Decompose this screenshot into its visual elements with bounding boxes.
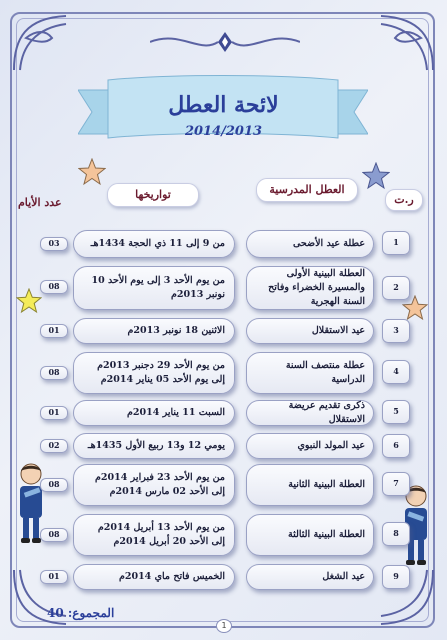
corner-ornament-top-left-icon <box>6 8 76 78</box>
day-count: 08 <box>40 528 68 542</box>
holiday-name: عيد الشغل <box>246 564 374 590</box>
day-count: 08 <box>40 280 68 294</box>
corner-ornament-top-right-icon <box>371 8 441 78</box>
top-ornament-icon <box>150 26 300 60</box>
star-blue-icon <box>362 162 390 190</box>
star-yellow-icon <box>16 288 42 314</box>
page-title: لائحة العطل <box>168 92 279 118</box>
row-number: 5 <box>382 400 410 424</box>
total-days: المجموع: 40 <box>47 606 115 620</box>
header-days: عدد الأيام <box>18 196 62 209</box>
holiday-name: ذكرى تقديم عريضة الاستقلال <box>246 400 374 426</box>
day-count: 02 <box>40 439 68 453</box>
day-count: 01 <box>40 570 68 584</box>
day-count: 01 <box>40 324 68 338</box>
row-number: 7 <box>382 472 410 496</box>
header-holidays: العطل المدرسية <box>256 178 358 202</box>
holiday-date: السبت 11 يناير 2014م <box>73 400 235 426</box>
row-number: 8 <box>382 522 410 546</box>
holiday-name: عطلة منتصف السنة الدراسية <box>246 352 374 394</box>
holiday-name: عيد الاستقلال <box>246 318 374 344</box>
holiday-date: الاثنين 18 نونبر 2013م <box>73 318 235 344</box>
row-number: 6 <box>382 434 410 458</box>
holiday-name: العطلة البينية الثالثة <box>246 514 374 556</box>
holiday-name: عطلة عيد الأضحى <box>246 230 374 258</box>
holiday-date: من يوم الأحد 13 أبريل 2014م إلى الأحد 20 أبريل 2014م <box>73 514 235 556</box>
holiday-date: من يوم الأحد 23 فبراير 2014م إلى الأحد 02 مارس 2014م <box>73 464 235 506</box>
row-number: 1 <box>382 231 410 255</box>
row-number: 3 <box>382 319 410 343</box>
header-rank: ر.ت <box>385 189 423 211</box>
holiday-name: العطلة البينية الثانية <box>246 464 374 506</box>
day-count: 03 <box>40 237 68 251</box>
row-number: 4 <box>382 360 410 384</box>
holiday-date: من 9 إلى 11 ذي الحجة 1434هـ <box>73 230 235 258</box>
day-count: 08 <box>40 478 68 492</box>
star-orange-icon <box>78 158 106 186</box>
row-number: 9 <box>382 565 410 589</box>
day-count: 08 <box>40 366 68 380</box>
row-number: 2 <box>382 276 410 300</box>
holiday-date: الخميس فاتح ماي 2014م <box>73 564 235 590</box>
header-dates: تواريخها <box>107 183 199 207</box>
holiday-name: العطلة البينية الأولى والمسيرة الخضراء وفاتح السنة الهجرية <box>246 266 374 310</box>
day-count: 01 <box>40 406 68 420</box>
holiday-name: عيد المولد النبوي <box>246 433 374 459</box>
holiday-date: من يوم الأحد 29 دجنبر 2013م إلى يوم الأحد 05 يناير 2014م <box>73 352 235 394</box>
holiday-date: يومي 12 و13 ربيع الأول 1435هـ <box>73 433 235 459</box>
school-year: 2014/2013 <box>184 124 263 139</box>
page-number: 1 <box>216 619 232 633</box>
holiday-date: من يوم الأحد 3 إلى يوم الأحد 10 نونبر 2013م <box>73 266 235 310</box>
